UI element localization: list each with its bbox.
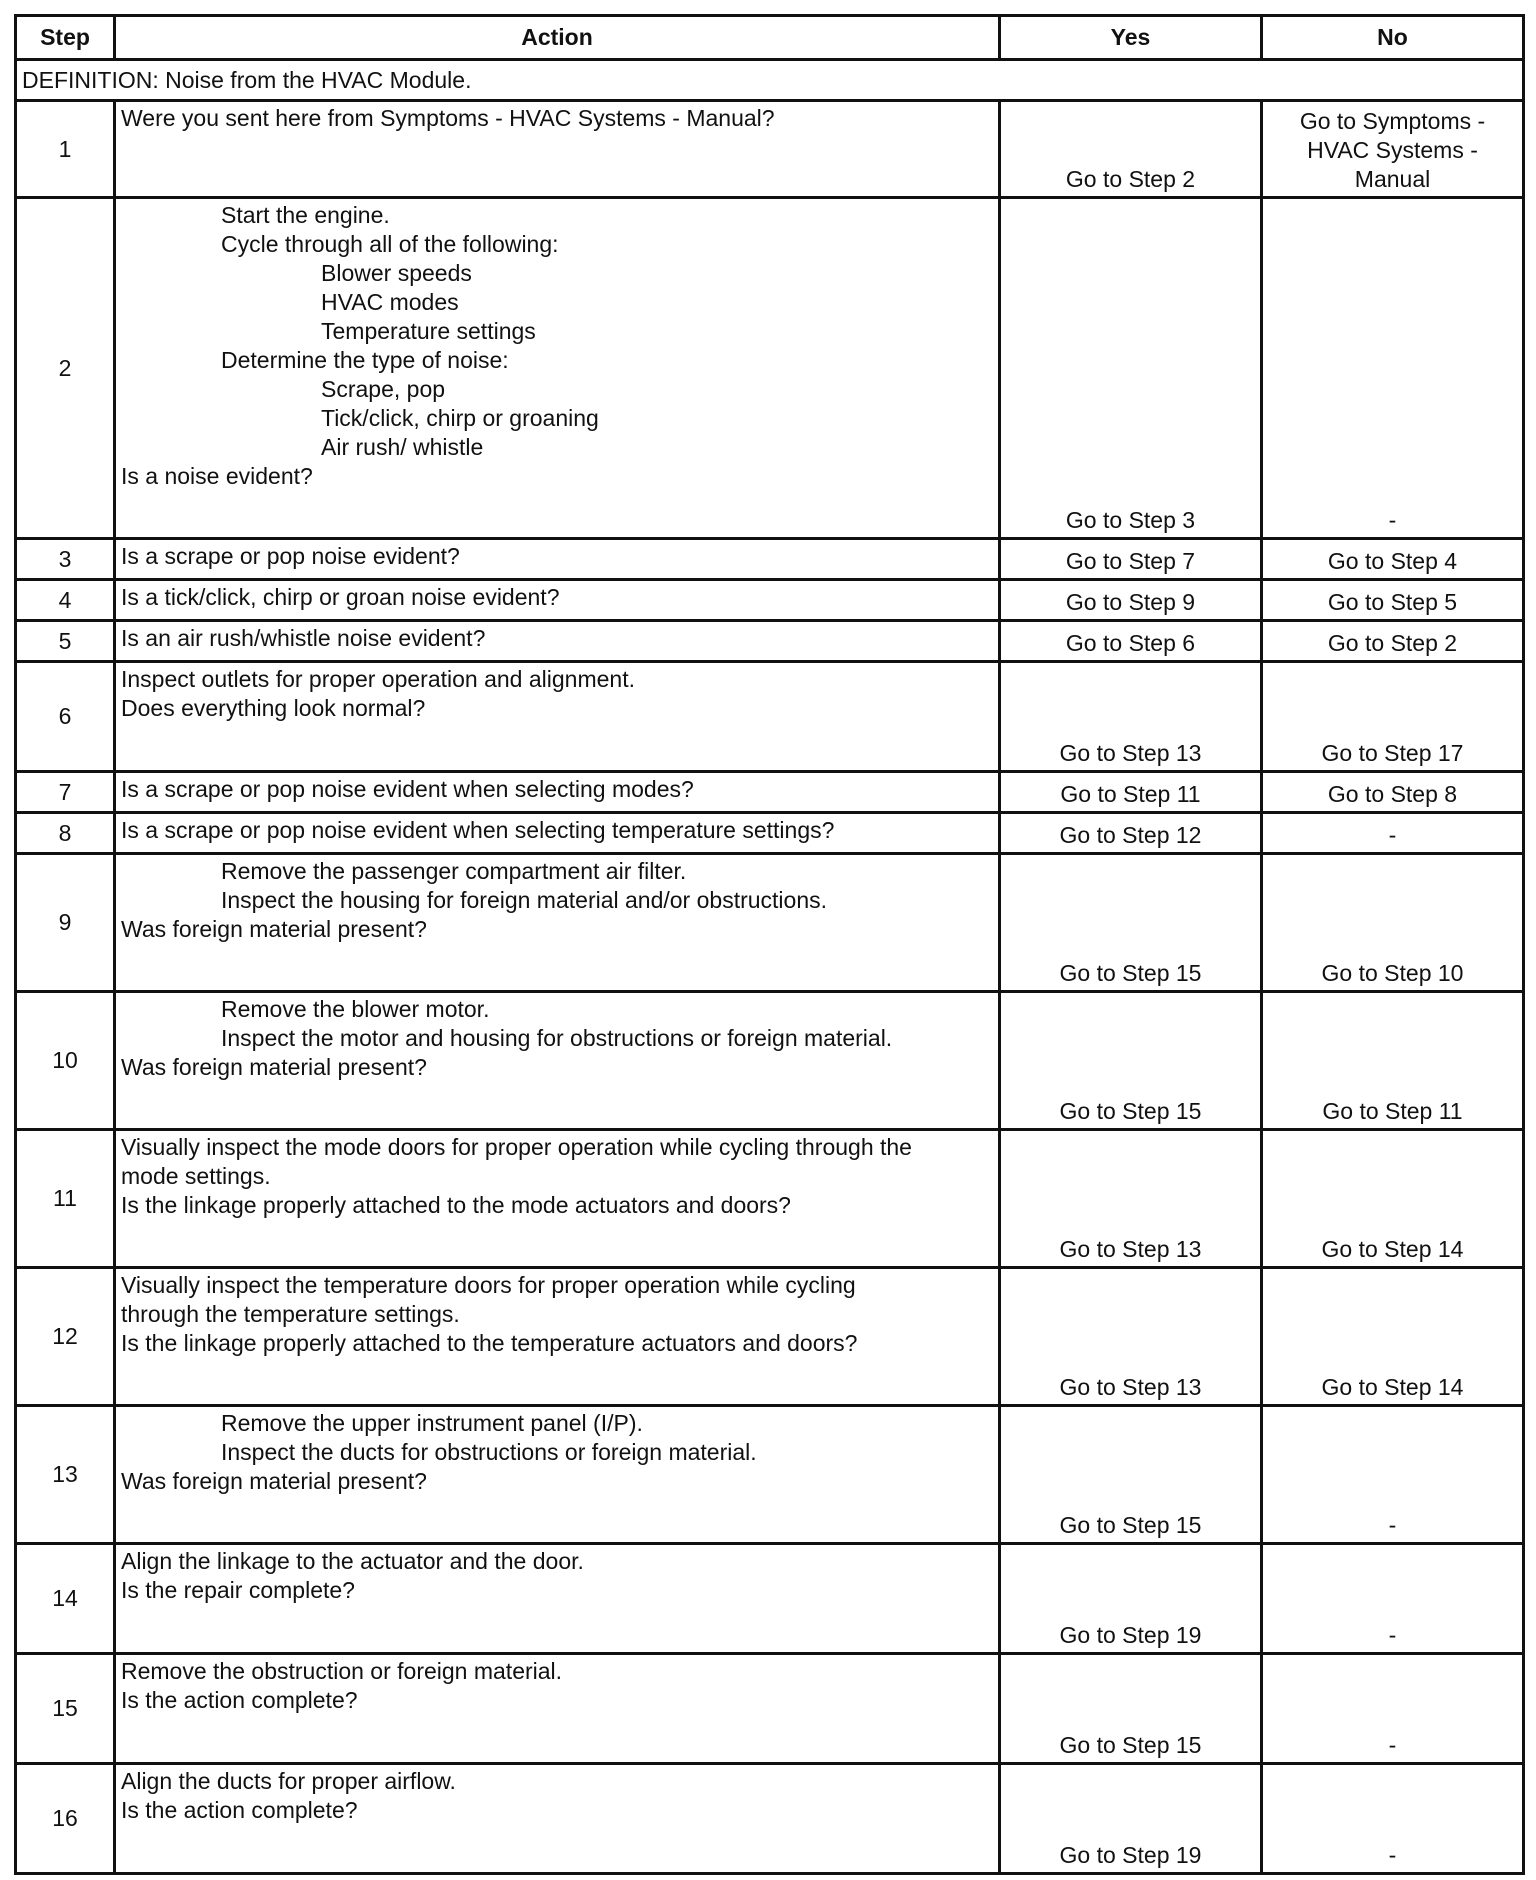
- action-cell: [115, 854, 1000, 992]
- step-number: 8: [16, 813, 115, 854]
- no-cell: Go to Symptoms - HVAC Systems - Manual: [1262, 101, 1524, 198]
- action-line: Visually inspect the mode doors for proper operation while cycling through the: [121, 1134, 912, 1160]
- yes-cell: Go to Step 11: [1000, 772, 1262, 813]
- action-cell: [115, 539, 1000, 580]
- table-row: [16, 662, 1524, 772]
- step-number: 14: [16, 1544, 115, 1654]
- yes-cell: Go to Step 15: [1000, 854, 1262, 992]
- no-cell: Go to Step 5: [1262, 580, 1524, 621]
- yes-cell: Go to Step 3: [1000, 198, 1262, 539]
- no-cell: Go to Step 11: [1262, 992, 1524, 1130]
- action-line: through the temperature settings.: [121, 1301, 460, 1327]
- action-line: Is a scrape or pop noise evident?: [121, 543, 460, 569]
- table-row: [16, 854, 1524, 992]
- yes-cell: Go to Step 13: [1000, 662, 1262, 772]
- no-cell: Go to Step 2: [1262, 621, 1524, 662]
- no-cell: Go to Step 14: [1262, 1130, 1524, 1268]
- action-question: Was foreign material present?: [121, 1054, 427, 1080]
- yes-cell: Go to Step 6: [1000, 621, 1262, 662]
- action-cell: [115, 1544, 1000, 1654]
- action-line: Inspect the motor and housing for obstructions or foreign material.: [221, 1025, 893, 1051]
- action-line: Remove the blower motor.: [221, 996, 490, 1022]
- action-line: Scrape, pop: [321, 376, 446, 402]
- action-cell: [115, 580, 1000, 621]
- action-cell: [115, 621, 1000, 662]
- table-row: [16, 198, 1524, 539]
- header-step: Step: [16, 16, 115, 60]
- no-cell: Go to Step 10: [1262, 854, 1524, 992]
- table-row: [16, 772, 1524, 813]
- action-cell: [115, 101, 1000, 198]
- table-row: [16, 1130, 1524, 1268]
- action-line: Blower speeds: [321, 260, 472, 286]
- action-cell: [115, 992, 1000, 1130]
- action-cell: [115, 1654, 1000, 1764]
- action-line: Air rush/ whistle: [321, 434, 484, 460]
- action-question: Is the linkage properly attached to the temperature actuators and doors?: [121, 1330, 858, 1356]
- step-number: 2: [16, 198, 115, 539]
- action-cell: [115, 662, 1000, 772]
- yes-cell: Go to Step 15: [1000, 992, 1262, 1130]
- step-number: 16: [16, 1764, 115, 1874]
- no-cell: -: [1262, 1764, 1524, 1874]
- header-yes: Yes: [1000, 16, 1262, 60]
- action-line: Temperature settings: [321, 318, 536, 344]
- step-number: 1: [16, 101, 115, 198]
- definition-row: [16, 60, 1524, 101]
- action-line: Inspect the housing for foreign material and/or obstructions.: [221, 887, 828, 913]
- no-cell: -: [1262, 1406, 1524, 1544]
- action-cell: [115, 1268, 1000, 1406]
- no-cell: Go to Step 8: [1262, 772, 1524, 813]
- yes-cell: Go to Step 12: [1000, 813, 1262, 854]
- action-line: Visually inspect the temperature doors for proper operation while cycling: [121, 1272, 856, 1298]
- action-cell: [115, 1130, 1000, 1268]
- action-cell: [115, 1764, 1000, 1874]
- action-line: Inspect outlets for proper operation and alignment.: [121, 666, 635, 692]
- yes-cell: Go to Step 19: [1000, 1544, 1262, 1654]
- yes-cell: Go to Step 15: [1000, 1406, 1262, 1544]
- step-number: 7: [16, 772, 115, 813]
- action-line: Determine the type of noise:: [221, 347, 509, 373]
- yes-cell: Go to Step 13: [1000, 1268, 1262, 1406]
- action-line: Is a scrape or pop noise evident when selecting temperature settings?: [121, 817, 835, 843]
- action-question: Was foreign material present?: [121, 916, 427, 942]
- definition-text: DEFINITION: Noise from the HVAC Module.: [16, 60, 1524, 101]
- action-line: HVAC modes: [321, 289, 459, 315]
- step-number: 11: [16, 1130, 115, 1268]
- action-cell: [115, 198, 1000, 539]
- action-line: Align the linkage to the actuator and the door.: [121, 1548, 584, 1574]
- action-line: Were you sent here from Symptoms - HVAC Systems - Manual?: [121, 105, 775, 131]
- table-row: [16, 580, 1524, 621]
- step-number: 13: [16, 1406, 115, 1544]
- no-cell: Go to Step 4: [1262, 539, 1524, 580]
- table-row: [16, 621, 1524, 662]
- no-cell: -: [1262, 1654, 1524, 1764]
- action-line: Cycle through all of the following:: [221, 231, 559, 257]
- header-action: Action: [115, 16, 1000, 60]
- action-question: Was foreign material present?: [121, 1468, 427, 1494]
- step-number: 9: [16, 854, 115, 992]
- yes-cell: Go to Step 15: [1000, 1654, 1262, 1764]
- yes-cell: Go to Step 7: [1000, 539, 1262, 580]
- table-row: [16, 992, 1524, 1130]
- action-line: Remove the upper instrument panel (I/P).: [221, 1410, 643, 1436]
- no-cell: Go to Step 14: [1262, 1268, 1524, 1406]
- yes-cell: Go to Step 2: [1000, 101, 1262, 198]
- no-cell: -: [1262, 813, 1524, 854]
- step-number: 15: [16, 1654, 115, 1764]
- step-number: 5: [16, 621, 115, 662]
- action-cell: [115, 813, 1000, 854]
- step-number: 6: [16, 662, 115, 772]
- table-row: [16, 101, 1524, 198]
- table-row: [16, 813, 1524, 854]
- header-no: No: [1262, 16, 1524, 60]
- diagnostic-table: [14, 14, 1525, 1875]
- no-cell: Go to Step 17: [1262, 662, 1524, 772]
- action-question: Is the action complete?: [121, 1687, 358, 1713]
- action-line: Is a tick/click, chirp or groan noise evident?: [121, 584, 560, 610]
- action-line: Remove the obstruction or foreign material.: [121, 1658, 563, 1684]
- action-question: Is the linkage properly attached to the mode actuators and doors?: [121, 1192, 791, 1218]
- table-row: [16, 1764, 1524, 1874]
- action-question: Is the action complete?: [121, 1797, 358, 1823]
- action-cell: [115, 1406, 1000, 1544]
- action-cell: [115, 772, 1000, 813]
- table-row: [16, 1544, 1524, 1654]
- step-number: 10: [16, 992, 115, 1130]
- yes-cell: Go to Step 19: [1000, 1764, 1262, 1874]
- action-question: Does everything look normal?: [121, 695, 426, 721]
- yes-cell: Go to Step 9: [1000, 580, 1262, 621]
- table-row: [16, 1654, 1524, 1764]
- action-question: Is a noise evident?: [121, 463, 313, 489]
- action-line: Is a scrape or pop noise evident when selecting modes?: [121, 776, 694, 802]
- action-line: mode settings.: [121, 1163, 271, 1189]
- action-line: Inspect the ducts for obstructions or foreign material.: [221, 1439, 757, 1465]
- table-row: [16, 1406, 1524, 1544]
- step-number: 4: [16, 580, 115, 621]
- step-number: 3: [16, 539, 115, 580]
- table-row: [16, 539, 1524, 580]
- action-line: Start the engine.: [221, 202, 390, 228]
- table-row: [16, 1268, 1524, 1406]
- action-line: Align the ducts for proper airflow.: [121, 1768, 456, 1794]
- no-cell: -: [1262, 198, 1524, 539]
- action-line: Tick/click, chirp or groaning: [321, 405, 599, 431]
- action-question: Is the repair complete?: [121, 1577, 355, 1603]
- action-line: Is an air rush/whistle noise evident?: [121, 625, 486, 651]
- yes-cell: Go to Step 13: [1000, 1130, 1262, 1268]
- no-cell: -: [1262, 1544, 1524, 1654]
- step-number: 12: [16, 1268, 115, 1406]
- action-line: Remove the passenger compartment air filter.: [221, 858, 687, 884]
- header-row: [16, 16, 1524, 60]
